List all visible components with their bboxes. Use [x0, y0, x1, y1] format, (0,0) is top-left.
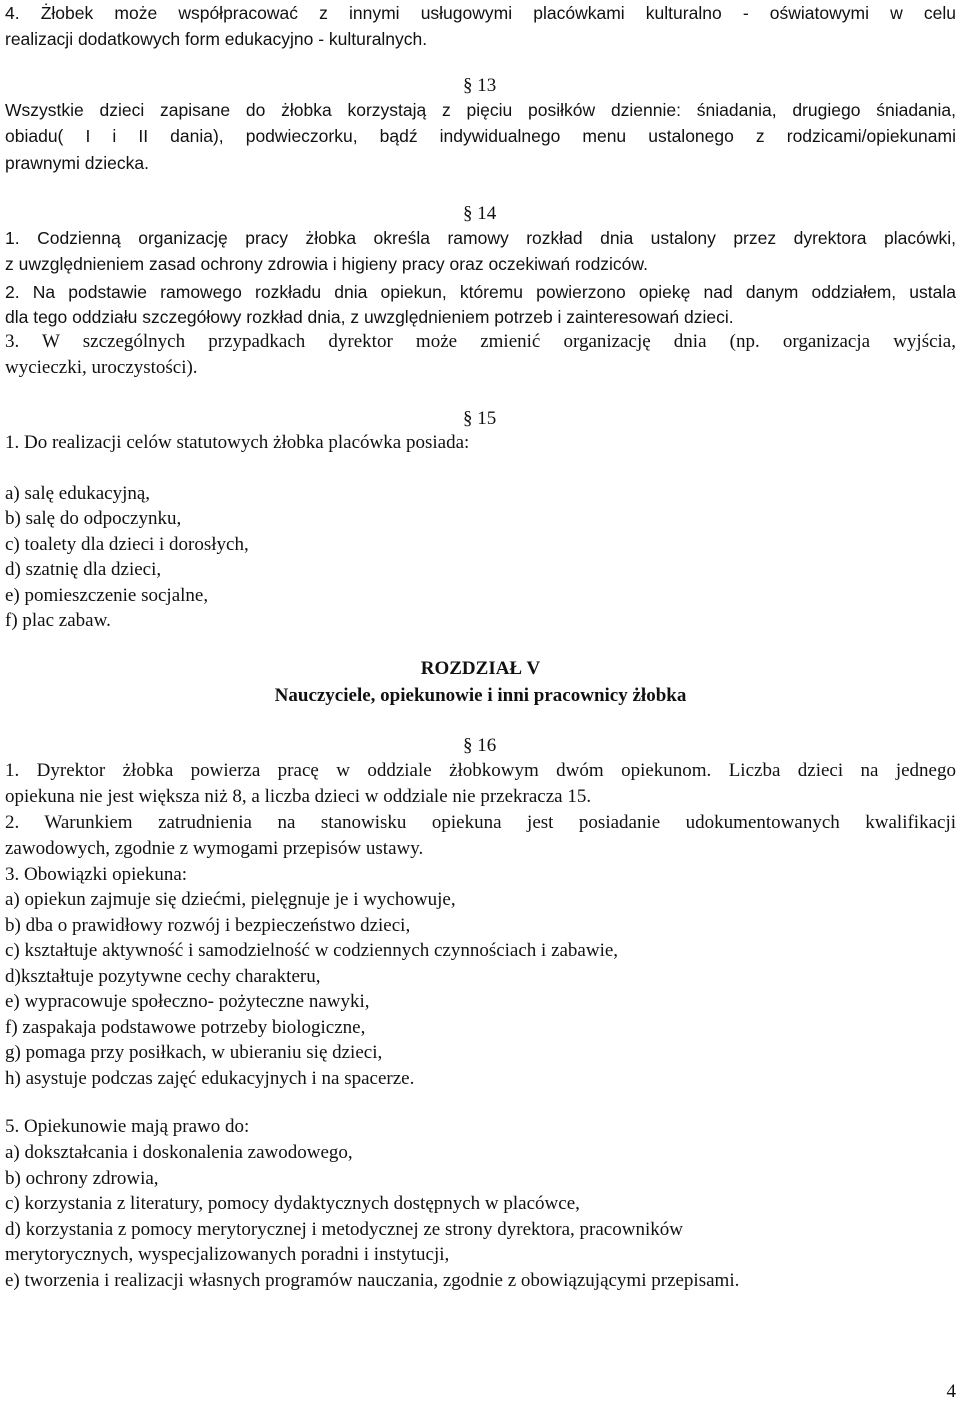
text-line: z uwzględnieniem zasad ochrony zdrowia i higieny pracy oraz oczekiwań rodziców. — [5, 254, 648, 274]
section-number: § 16 — [463, 735, 497, 756]
list-item: b) ochrony zdrowia, — [5, 1168, 159, 1189]
text-line: 1. Dyrektor żłobka powierza pracę w oddziale żłobkowym dwóm opiekunom. Liczba dzieci na jednego — [5, 760, 956, 781]
text-line: zawodowych, zgodnie z wymogami przepisów ustawy. — [5, 838, 424, 859]
list-item: d) korzystania z pomocy merytorycznej i metodycznej ze strony dyrektora, pracowników — [5, 1219, 683, 1240]
text-line: realizacji dodatkowych form edukacyjno - kulturalnych. — [5, 29, 428, 49]
list-item: f) plac zabaw. — [5, 610, 111, 631]
list-item: b) salę do odpoczynku, — [5, 508, 182, 529]
list-item: e) tworzenia i realizacji własnych programów nauczania, zgodnie z obowiązującymi przepisami. — [5, 1270, 740, 1291]
text-line: dla tego oddziału szczegółowy rozkład dnia, z uwzględnieniem potrzeb i zainteresowań dzieci. — [5, 307, 734, 327]
list-item: c) korzystania z literatury, pomocy dydaktycznych dostępnych w placówce, — [5, 1193, 580, 1214]
text-line: prawnymi dziecka. — [5, 153, 149, 173]
list-item: a) opiekun zajmuje się dziećmi, pielęgnuje je i wychowuje, — [5, 889, 456, 910]
chapter-subtitle: Nauczyciele, opiekunowie i inni pracownicy żłobka — [274, 685, 687, 706]
list-item: b) dba o prawidłowy rozwój i bezpieczeństwo dzieci, — [5, 915, 411, 936]
list-item: c) kształtuje aktywność i samodzielność w codziennych czynnościach i zabawie, — [5, 940, 619, 961]
chapter-title: ROZDZIAŁ V — [420, 658, 541, 679]
section-number: § 15 — [463, 408, 497, 429]
section-number: § 14 — [463, 203, 497, 224]
list-item: d) szatnię dla dzieci, — [5, 559, 162, 580]
list-item: a) dokształcania i doskonalenia zawodowego, — [5, 1142, 353, 1163]
list-item: c) toalety dla dzieci i dorosłych, — [5, 534, 249, 555]
text-line: 4. Żłobek może współpracować z innymi usługowymi placówkami kulturalno - oświatowymi w celu — [5, 3, 956, 23]
text-line: obiadu( I i II dania), podwieczorku, bądź indywidualnego menu ustalonego z rodzicami/opiekunami — [5, 126, 956, 146]
text-line: 3. W szczególnych przypadkach dyrektor może zmienić organizację dnia (np. organizacja wyjścia, — [5, 331, 956, 352]
page-number: 4 — [946, 1381, 956, 1402]
list-item: h) asystuje podczas zajęć edukacyjnych i na spacerze. — [5, 1068, 415, 1089]
text-line: 5. Opiekunowie mają prawo do: — [5, 1116, 250, 1137]
list-item: d)kształtuje pozytywne cechy charakteru, — [5, 966, 321, 987]
list-item: a) salę edukacyjną, — [5, 483, 151, 504]
list-item: merytorycznych, wyspecjalizowanych poradni i instytucji, — [5, 1244, 450, 1265]
list-item: g) pomaga przy posiłkach, w ubieraniu się dzieci, — [5, 1042, 383, 1063]
list-item: e) wypracowuje społeczno- pożyteczne nawyki, — [5, 991, 370, 1012]
list-item: e) pomieszczenie socjalne, — [5, 585, 209, 606]
text-line: 2. Na podstawie ramowego rozkładu dnia opiekun, któremu powierzono opiekę nad danym oddziałem, ustala — [5, 282, 956, 302]
text-line: 1. Codzienną organizację pracy żłobka określa ramowy rozkład dnia ustalony przez dyrektora placówki, — [5, 228, 956, 248]
text-line: 3. Obowiązki opiekuna: — [5, 864, 188, 885]
text-line: opiekuna nie jest większa niż 8, a liczba dzieci w oddziale nie przekracza 15. — [5, 786, 592, 807]
text-line: wycieczki, uroczystości). — [5, 357, 198, 378]
text-line: Wszystkie dzieci zapisane do żłobka korzystają z pięciu posiłków dziennie: śniadania, drugiego śniadania, — [5, 100, 956, 120]
list-item: f) zaspakaja podstawowe potrzeby biologiczne, — [5, 1017, 366, 1038]
text-line: 1. Do realizacji celów statutowych żłobka placówka posiada: — [5, 432, 470, 453]
section-number: § 13 — [463, 75, 497, 96]
text-line: 2. Warunkiem zatrudnienia na stanowisku opiekuna jest posiadanie udokumentowanych kwalifikacji — [5, 812, 956, 833]
